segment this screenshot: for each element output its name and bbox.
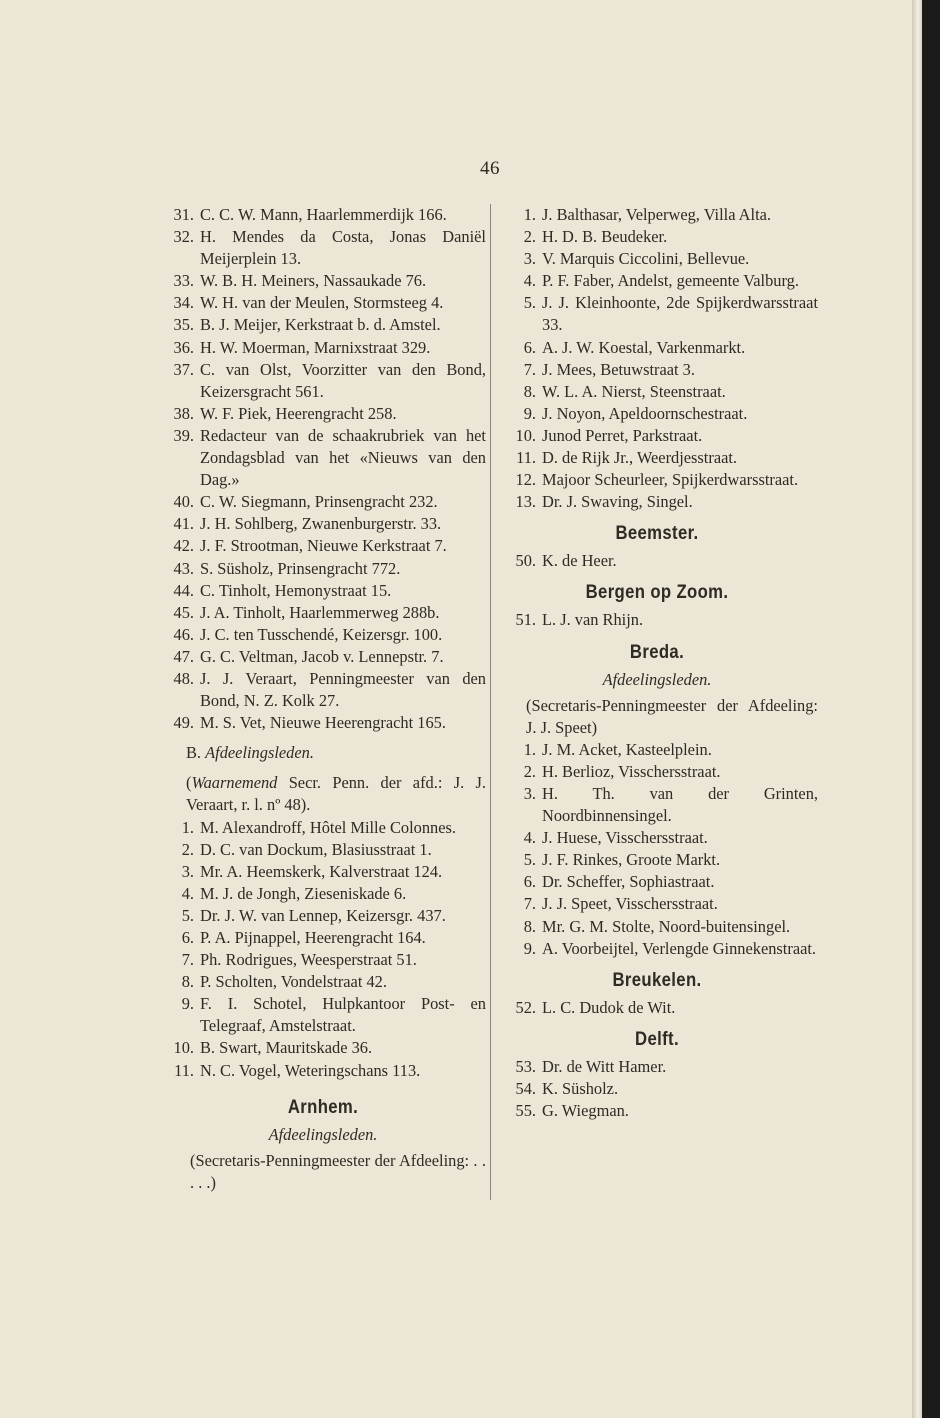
item-text: G. C. Veltman, Jacob v. Lennepstr. 7. (200, 646, 444, 666)
item-number: 43. (173, 558, 194, 578)
item-number: 37. (173, 359, 194, 379)
list-item (496, 609, 818, 631)
item-number: 32. (173, 227, 194, 247)
item-number: 44. (173, 580, 194, 600)
list-item (496, 292, 818, 336)
list-item (160, 927, 486, 949)
item-text: W. B. H. Meiners, Nassaukade 76. (200, 271, 427, 291)
item-text: B. Swart, Mauritskade 36. (200, 1038, 373, 1058)
item-text: C. W. Siegmann, Prinsengracht 232. (200, 492, 438, 512)
item-text: H. Mendes da Costa, Jonas Daniël Meijerplein 13. (200, 227, 486, 269)
item-number: 4. (523, 828, 536, 848)
item-number: 4. (523, 271, 536, 291)
list-item (160, 602, 486, 624)
item-text: H. D. B. Beudeker. (542, 227, 668, 247)
item-text: J. C. ten Tusschendé, Keizersgr. 100. (200, 624, 443, 644)
item-number: 3. (181, 861, 194, 881)
item-text: H. Berlioz, Visschersstraat. (542, 761, 721, 781)
item-number: 42. (173, 536, 194, 556)
item-number: 53. (515, 1056, 536, 1076)
list-item (160, 861, 486, 883)
item-text: P. A. Pijnappel, Heerengracht 164. (200, 928, 426, 947)
list-item (496, 248, 818, 270)
item-text: Dr. Scheffer, Sophiastraat. (542, 872, 715, 892)
item-number: 11. (174, 1060, 194, 1080)
list-item (160, 971, 486, 993)
item-number: 9. (523, 938, 536, 958)
item-number: 4. (181, 883, 194, 903)
list-item (496, 849, 818, 871)
list-item (496, 425, 818, 447)
item-text: N. C. Vogel, Weteringschans 113. (200, 1060, 421, 1080)
list-item (160, 883, 486, 905)
binding-shadow (922, 0, 940, 1418)
item-text: J. Noyon, Apeldoornschestraat. (542, 403, 748, 423)
list-item (496, 491, 818, 513)
list-item (160, 337, 486, 359)
item-number: 13. (515, 492, 536, 512)
page-edge (912, 0, 922, 1418)
item-number: 33. (173, 271, 194, 291)
item-text: C. Tinholt, Hemonystraat 15. (200, 580, 392, 600)
item-text: S. Süsholz, Prinsengracht 772. (200, 558, 401, 578)
item-number: 8. (523, 916, 536, 936)
heading-arnhem: Arnhem. (287, 1096, 359, 1118)
item-text: Junod Perret, Parkstraat. (542, 425, 703, 445)
item-text: M. Alexandroff, Hôtel Mille Colonnes. (200, 817, 456, 837)
item-text: D. de Rijk Jr., Weerdjesstraat. (542, 448, 738, 468)
subhead-arnhem: Afdeelingsleden. (268, 1124, 378, 1144)
item-number: 10. (515, 425, 536, 445)
item-number: 7. (523, 359, 536, 379)
item-number: 2. (523, 761, 536, 781)
item-number: 41. (173, 514, 194, 534)
list-item (496, 761, 818, 783)
item-text: K. Süsholz. (542, 1078, 619, 1098)
item-number: 5. (523, 293, 536, 313)
item-number: 5. (181, 905, 194, 925)
item-text: J. J. Kleinhoonte, 2de Spijkerdwarsstraat 33. (542, 293, 818, 335)
list-item (160, 817, 486, 839)
item-number: 1. (523, 205, 536, 224)
item-text: D. C. van Dockum, Blasiusstraat 1. (200, 839, 432, 859)
item-text: J. M. Acket, Kasteelplein. (542, 739, 712, 759)
list-item (496, 916, 818, 938)
item-text: J. F. Rinkes, Groote Markt. (542, 850, 721, 870)
member-list-b (160, 817, 486, 1082)
list-item (160, 1037, 486, 1059)
item-number: 40. (173, 492, 194, 512)
item-number: 8. (181, 972, 194, 992)
note-prefix: ( (186, 773, 192, 793)
list-item (496, 997, 818, 1019)
column-divider (490, 204, 491, 1200)
member-list-breda (496, 739, 818, 960)
list-item (496, 783, 818, 827)
item-number: 48. (173, 668, 194, 688)
item-number: 54. (515, 1078, 536, 1098)
item-number: 7. (523, 894, 536, 914)
item-text: Mr. A. Heemskerk, Kalverstraat 124. (200, 861, 443, 881)
item-text: L. J. van Rhijn. (542, 610, 644, 630)
heading-bergen-op-zoom: Bergen op Zoom. (585, 582, 729, 604)
note-italic: Waarnemend (191, 773, 278, 793)
list-item (160, 905, 486, 927)
item-text: W. L. A. Nierst, Steenstraat. (542, 381, 726, 401)
list-item (160, 314, 486, 336)
item-number: 6. (181, 928, 194, 947)
list-item (160, 491, 486, 513)
list-item (496, 359, 818, 381)
list-item (160, 1060, 486, 1082)
item-number: 2. (181, 839, 194, 859)
item-number: 8. (523, 381, 536, 401)
list-item (496, 403, 818, 425)
list-item (160, 993, 486, 1037)
item-number: 47. (173, 646, 194, 666)
list-item (160, 226, 486, 270)
item-text: M. J. de Jongh, Zieseniskade 6. (200, 883, 407, 903)
item-text: H. Th. van der Grinten, Noordbinnensingel. (542, 783, 818, 826)
item-number: 49. (173, 713, 194, 733)
item-text: J. Balthasar, Velperweg, Villa Alta. (542, 205, 771, 224)
member-list-arnhem (496, 204, 818, 513)
list-item (496, 938, 818, 960)
member-list-a (160, 204, 486, 734)
list-item (160, 403, 486, 425)
item-number: 3. (523, 249, 536, 269)
item-number: 2. (523, 227, 536, 247)
item-text: J. F. Strootman, Nieuwe Kerkstraat 7. (200, 536, 447, 556)
section-b-heading (160, 742, 486, 764)
item-number: 35. (173, 315, 194, 335)
right-column (496, 204, 818, 1122)
item-text: Dr. J. Swaving, Singel. (542, 492, 693, 512)
heading-breda: Breda. (629, 641, 685, 663)
heading-beemster: Beemster. (615, 523, 699, 545)
list-item (160, 425, 486, 491)
item-text: L. C. Dudok de Wit. (542, 997, 676, 1017)
item-text: B. J. Meijer, Kerkstraat b. d. Amstel. (200, 315, 441, 335)
item-text: J. J. Veraart, Penningmeester van den Bond, N. Z. Kolk 27. (200, 668, 486, 711)
list-item (160, 624, 486, 646)
item-text: Mr. G. M. Stolte, Noord-buitensingel. (542, 916, 791, 936)
item-number: 46. (173, 624, 194, 644)
item-text: W. H. van der Meulen, Stormsteeg 4. (200, 293, 444, 313)
list-item (496, 893, 818, 915)
item-number: 6. (523, 337, 536, 357)
note-rest: Secr. Penn. der afd.: J. J. Veraart, r. l. nº 48). (186, 773, 486, 815)
item-text: C. C. W. Mann, Haarlemmerdijk 166. (200, 205, 447, 224)
list-item (160, 513, 486, 535)
item-number: 39. (173, 425, 194, 445)
list-item (160, 270, 486, 292)
item-text: G. Wiegman. (542, 1101, 629, 1120)
item-number: 34. (173, 293, 194, 313)
item-text: A. J. W. Koestal, Varkenmarkt. (542, 337, 746, 357)
section-b-label: B. (186, 743, 202, 763)
list-item (160, 359, 486, 403)
item-text: V. Marquis Ciccolini, Bellevue. (542, 249, 750, 269)
list-item (496, 270, 818, 292)
member-list-delft (496, 1056, 818, 1122)
item-text: Ph. Rodrigues, Weesperstraat 51. (200, 950, 417, 970)
item-number: 38. (173, 403, 194, 423)
item-number: 12. (515, 470, 536, 490)
heading-delft: Delft. (635, 1028, 679, 1050)
item-number: 3. (523, 783, 536, 803)
left-column (160, 204, 486, 1194)
item-number: 10. (173, 1038, 194, 1058)
list-item (160, 558, 486, 580)
item-text: J. H. Sohlberg, Zwanenburgerstr. 33. (200, 514, 442, 534)
list-item (160, 204, 486, 226)
list-item (496, 447, 818, 469)
item-number: 5. (523, 850, 536, 870)
item-text: J. Mees, Betuwstraat 3. (542, 359, 695, 379)
list-item (496, 381, 818, 403)
page-number: 46 (480, 158, 500, 179)
list-item (496, 739, 818, 761)
item-text: K. de Heer. (542, 551, 617, 571)
item-text: J. Huese, Visschersstraat. (542, 828, 708, 848)
list-item (160, 580, 486, 602)
item-text: J. J. Speet, Visschersstraat. (542, 894, 718, 914)
item-text: Dr. J. W. van Lennep, Keizersgr. 437. (200, 905, 446, 925)
item-number: 11. (516, 448, 536, 468)
list-item (496, 827, 818, 849)
list-item (160, 535, 486, 557)
item-text: H. W. Moerman, Marnixstraat 329. (200, 337, 431, 357)
item-number: 1. (181, 817, 194, 837)
item-number: 6. (523, 872, 536, 892)
list-item (496, 1078, 818, 1100)
item-number: 9. (181, 994, 194, 1014)
item-number: 7. (181, 950, 194, 970)
subhead-breda: Afdeelingsleden. (602, 669, 712, 689)
item-number: 45. (173, 602, 194, 622)
item-number: 9. (523, 403, 536, 423)
item-text: P. Scholten, Vondelstraat 42. (200, 972, 387, 992)
item-text: M. S. Vet, Nieuwe Heerengracht 165. (200, 713, 446, 733)
item-number: 1. (523, 739, 536, 759)
item-number: 50. (515, 551, 536, 571)
list-item (496, 469, 818, 491)
list-item (160, 839, 486, 861)
section-b-title: Afdeelingsleden. (205, 743, 314, 763)
section-b-note (160, 772, 486, 816)
heading-breukelen: Breukelen. (612, 969, 702, 991)
item-number: 51. (515, 610, 536, 630)
item-text: Majoor Scheurleer, Spijkerdwarsstraat. (542, 470, 799, 490)
item-text: P. F. Faber, Andelst, gemeente Valburg. (542, 271, 799, 291)
item-text: Dr. de Witt Hamer. (542, 1056, 667, 1076)
item-text: J. A. Tinholt, Haarlemmerweg 288b. (200, 602, 440, 622)
list-item (160, 646, 486, 668)
list-item (160, 292, 486, 314)
item-text: W. F. Piek, Heerengracht 258. (200, 403, 397, 423)
list-item (496, 1056, 818, 1078)
item-number: 36. (173, 337, 194, 357)
list-item (160, 949, 486, 971)
list-item (496, 337, 818, 359)
item-number: 55. (515, 1101, 536, 1120)
list-item (496, 1100, 818, 1122)
list-item (496, 550, 818, 572)
list-item (160, 712, 486, 734)
breda-note: (Secretaris-Penningmeester der Afdeeling: J. J. Speet) (526, 695, 818, 737)
item-number: 31. (173, 205, 194, 224)
item-text: A. Voorbeijtel, Verlengde Ginnekenstraat. (542, 938, 817, 958)
item-text: C. van Olst, Voorzitter van den Bond, Keizersgracht 561. (200, 359, 486, 401)
list-item (160, 668, 486, 712)
list-item (496, 226, 818, 248)
item-number: 52. (515, 997, 536, 1017)
list-item (496, 204, 818, 226)
list-item (496, 871, 818, 893)
item-text: Redacteur van de schaakrubriek van het Zondagsblad van het «Nieuws van den Dag.» (200, 425, 486, 490)
arnhem-note: (Secretaris-Penningmeester der Afdeeling: . . . . .) (190, 1150, 486, 1192)
item-text: F. I. Schotel, Hulpkantoor Post- en Telegraaf, Amstelstraat. (200, 994, 486, 1036)
